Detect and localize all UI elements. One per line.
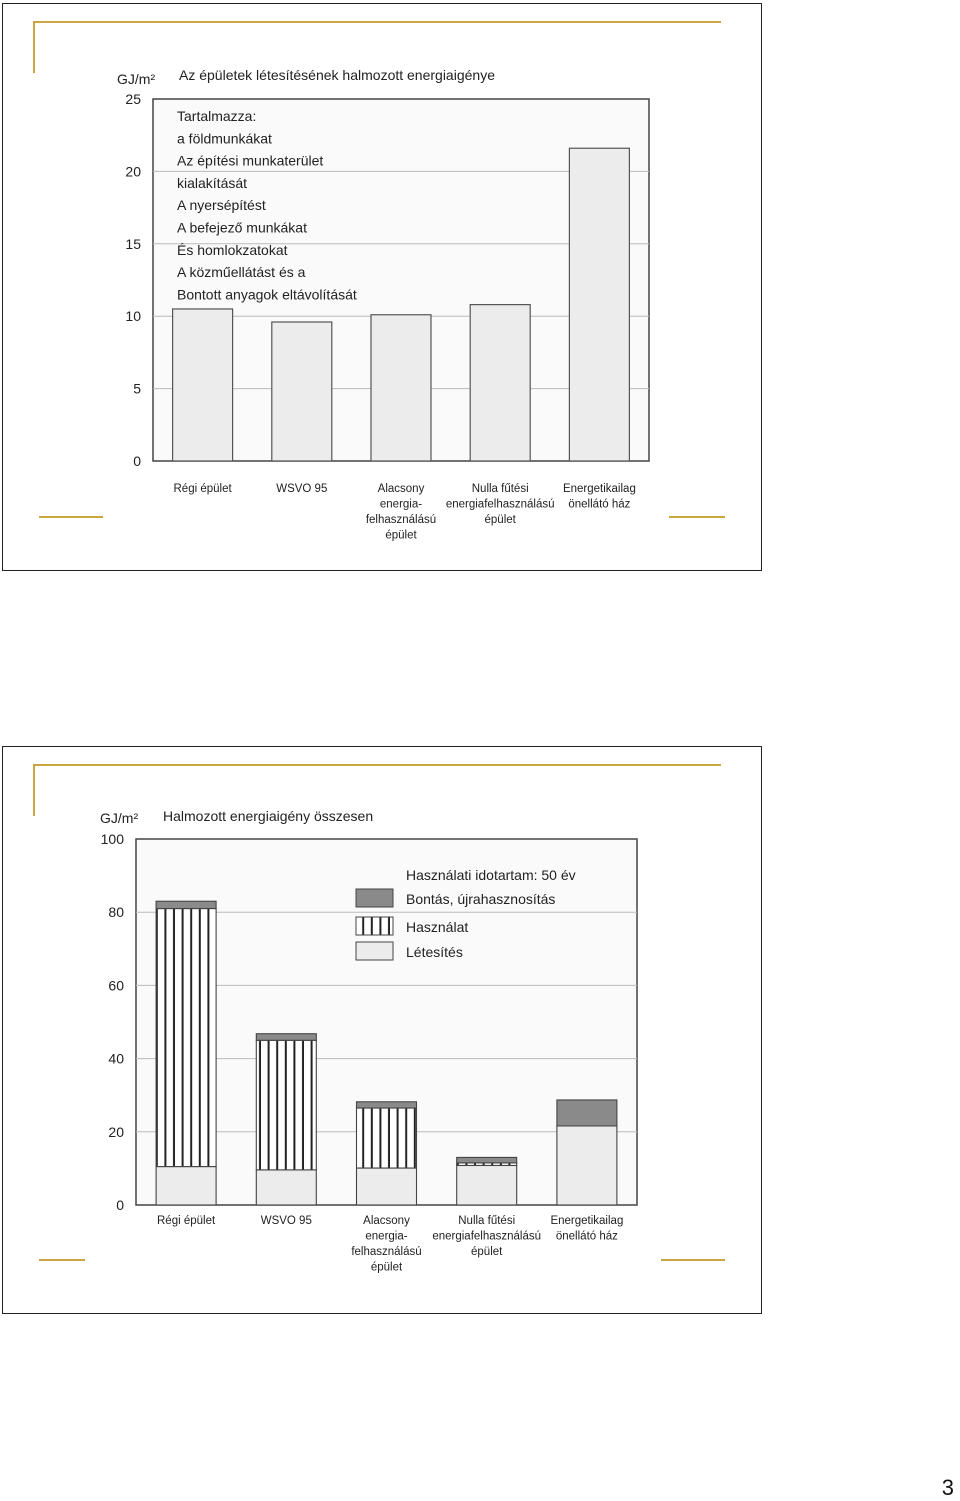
- chart-2-x-tick-label: energiafelhasználású: [432, 1230, 542, 1243]
- chart-2-bar-segment: [557, 1126, 617, 1205]
- chart-1-x-tick-label: épület: [385, 529, 417, 542]
- slide-2: [2, 746, 762, 1314]
- chart-1-bar: [272, 322, 332, 461]
- chart-2-x-tick-label: Energetikailag: [550, 1215, 624, 1227]
- chart-2-bar-segment: [156, 901, 216, 908]
- chart-2-legend-label: Bontás, újrahasznosítás: [406, 891, 556, 907]
- chart-2-bar-segment: [357, 1108, 417, 1168]
- chart-2-bar-segment: [457, 1157, 517, 1162]
- chart-2-legend-swatch: [356, 917, 393, 935]
- chart-1-bar: [470, 305, 530, 461]
- chart-1-x-tick-label: Nulla fűtési: [471, 483, 529, 495]
- chart-1-x-tick-label: épület: [484, 514, 516, 526]
- chart-2-x-tick-label: Alacsony: [363, 1215, 410, 1227]
- chart-2-bar-segment: [156, 1167, 216, 1205]
- chart-1-annotation-line: Az építési munkaterület: [177, 152, 324, 169]
- chart-1-x-tick-label: WSVO 95: [276, 483, 328, 495]
- chart-2-y-tick-label: 20: [108, 1123, 124, 1140]
- chart-2-x-tick-label: Régi épület: [157, 1215, 216, 1227]
- chart-1-y-tick-label: 20: [125, 163, 141, 180]
- chart-2-bar-segment: [256, 1170, 316, 1205]
- chart-1-y-tick-label: 15: [125, 235, 141, 252]
- chart-2-bar-segment: [557, 1100, 617, 1126]
- chart-1-annotation-line: a földmunkákat: [177, 130, 272, 147]
- chart-1-annotation-line: Bontott anyagok eltávolítását: [177, 286, 357, 303]
- chart-2-bar-segment: [256, 1034, 316, 1041]
- chart-2-x-tick-label: WSVO 95: [260, 1215, 312, 1227]
- chart-1-x-tick-label: Energetikailag: [562, 483, 636, 495]
- chart-2-legend-title: Használati idotartam: 50 év: [406, 867, 576, 883]
- chart-1-bar: [173, 309, 233, 461]
- chart-1-annotation-line: A befejező munkákat: [177, 219, 307, 236]
- chart-2-x-tick-label: energia-: [365, 1230, 408, 1243]
- chart-2-unit-label: GJ/m²: [100, 810, 139, 826]
- chart-2-title: Halmozott energiaigény összesen: [163, 808, 374, 824]
- chart-2-x-tick-label: épület: [370, 1261, 403, 1274]
- chart-2-y-tick-label: 100: [100, 831, 124, 847]
- chart-2-bar-segment: [357, 1102, 417, 1108]
- chart-2-bar-segment: [357, 1168, 417, 1205]
- chart-2-legend-swatch: [356, 942, 393, 960]
- chart-1-y-tick-label: 25: [125, 91, 141, 107]
- chart-2-y-tick-label: 80: [108, 904, 124, 921]
- chart-2-bar-segment: [156, 909, 216, 1167]
- chart-1-y-tick-label: 5: [133, 380, 141, 397]
- chart-2-svg: [3, 747, 763, 1315]
- chart-1-svg: [3, 4, 763, 572]
- chart-1-annotation-line: A nyersépítést: [177, 197, 266, 214]
- chart-1-x-tick-label: energia-: [379, 498, 423, 511]
- chart-2-legend-label: Használat: [406, 919, 469, 935]
- chart-1-title: Az épületek létesítésének halmozott energiaigénye: [179, 67, 495, 83]
- chart-1-annotation-line: És homlokzatokat: [177, 241, 288, 258]
- slide-1: [2, 3, 762, 571]
- chart-2-bar-segment: [457, 1165, 517, 1205]
- chart-2-x-tick-label: felhasználású: [351, 1246, 422, 1258]
- chart-1-annotation-line: A közműellátást és a: [177, 264, 306, 281]
- chart-2-legend-label: Létesítés: [406, 944, 463, 960]
- chart-1-x-tick-label: energiafelhasználású: [445, 498, 555, 511]
- chart-2-x-tick-label: Nulla fűtési: [458, 1215, 516, 1227]
- chart-1-bar: [371, 315, 431, 461]
- chart-1-bar: [569, 148, 629, 461]
- chart-2-bar-segment: [256, 1040, 316, 1170]
- chart-2-x-tick-label: épület: [471, 1246, 503, 1258]
- chart-2-y-tick-label: 60: [108, 977, 124, 994]
- chart-2-y-tick-label: 40: [108, 1050, 124, 1067]
- chart-1-y-tick-label: 0: [133, 453, 141, 469]
- chart-1-x-tick-label: Régi épület: [173, 483, 232, 495]
- chart-1-y-tick-label: 10: [125, 308, 141, 325]
- chart-1-unit-label: GJ/m²: [117, 71, 156, 87]
- page-number: 3: [941, 1475, 954, 1500]
- chart-1-x-tick-label: Alacsony: [377, 483, 425, 495]
- chart-2-x-tick-label: önellátó ház: [555, 1230, 618, 1243]
- chart-1-x-tick-label: felhasználású: [365, 514, 437, 526]
- chart-1-x-tick-label: önellátó ház: [568, 498, 631, 511]
- chart-2-y-tick-label: 0: [116, 1197, 124, 1213]
- chart-1-annotation-line: Tartalmazza:: [177, 108, 257, 124]
- chart-2-legend-swatch: [356, 889, 393, 907]
- chart-1-annotation-line: kialakítását: [177, 174, 248, 191]
